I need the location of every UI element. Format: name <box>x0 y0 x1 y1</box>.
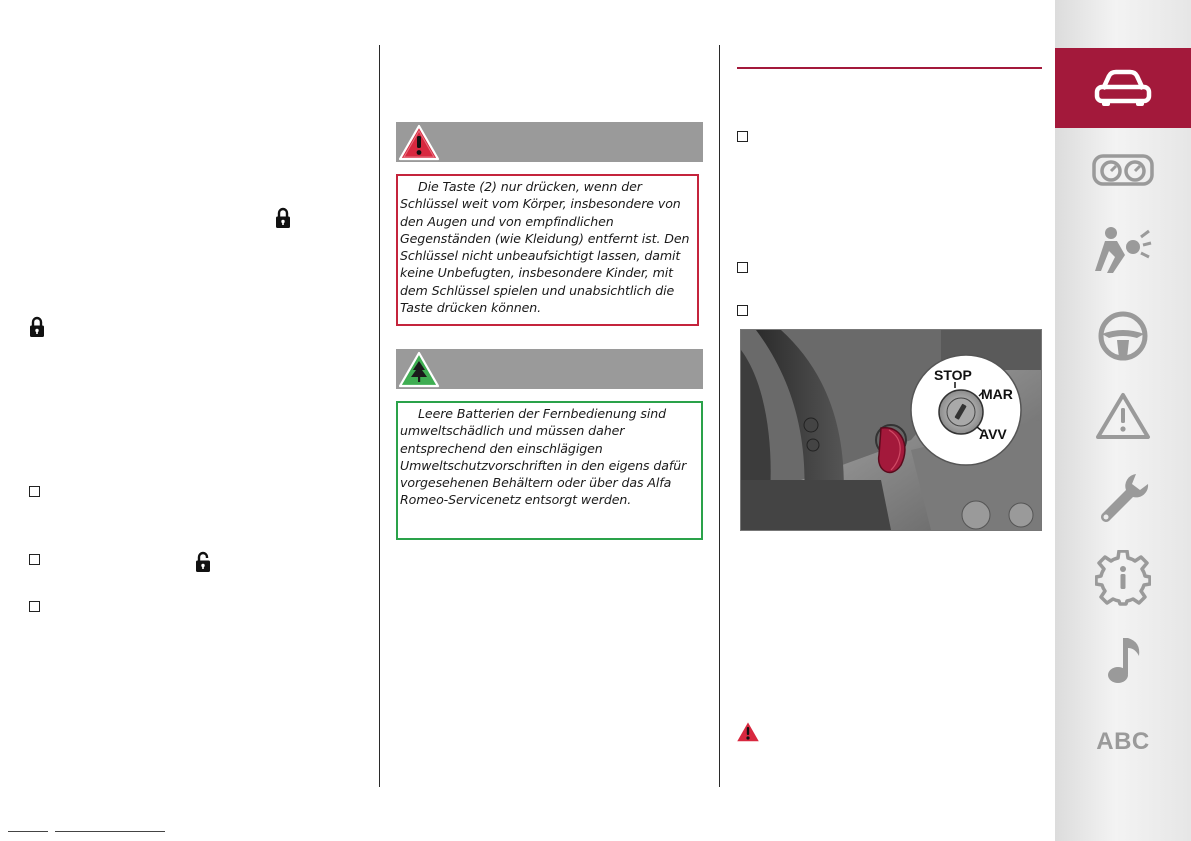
ignition-label-mar: MAR <box>981 386 1013 402</box>
section-rule <box>737 67 1042 69</box>
ignition-figure <box>740 329 1042 531</box>
wrench-icon <box>1096 470 1150 524</box>
column-divider-left <box>379 45 380 787</box>
warning-header-bar <box>396 122 703 162</box>
car-icon <box>1093 67 1153 109</box>
sidebar-item-index[interactable] <box>1055 702 1191 782</box>
airbag-icon <box>1093 225 1153 275</box>
column-divider-right <box>719 45 720 787</box>
sidebar-index-label: ABC <box>1096 728 1150 755</box>
sidebar-item-safety[interactable] <box>1055 210 1191 290</box>
sidebar-item-vehicle[interactable] <box>1055 48 1191 128</box>
warning-box <box>396 174 699 326</box>
warning-triangle-icon <box>1095 391 1151 441</box>
bullet-square <box>29 554 40 565</box>
bullet-square <box>737 262 748 273</box>
bullet-square <box>737 131 748 142</box>
bullet-square <box>737 305 748 316</box>
sidebar-item-driving[interactable] <box>1055 296 1191 376</box>
footer-rule <box>8 831 48 832</box>
environment-box <box>396 401 703 540</box>
chapter-sidebar <box>1055 0 1191 841</box>
environment-header-bar <box>396 349 703 389</box>
bullet-square <box>29 601 40 612</box>
sidebar-item-multimedia[interactable] <box>1055 620 1191 700</box>
tree-icon <box>398 351 440 389</box>
lock-open-icon <box>195 551 211 573</box>
gear-info-icon <box>1095 550 1151 606</box>
sidebar-item-instruments[interactable] <box>1055 130 1191 210</box>
instrument-cluster-icon <box>1091 150 1155 190</box>
lock-closed-icon <box>275 207 291 229</box>
ignition-label-avv: AVV <box>979 426 1007 442</box>
warning-text: Die Taste (2) nur drücken, wenn der Schlüssel weit vom Körper, insbesondere von den Augen und von empfindlichen Gegenständen (wie Kleidung) entfernt ist. Den Schlüssel nicht unbeaufsichtigt lassen, damit keine Unbefugten, insbesondere Kinder, mit dem Schlüssel spielen und unabsichtlich die Taste drücken können. <box>400 179 690 316</box>
music-note-icon <box>1101 634 1145 686</box>
lock-closed-icon <box>29 316 45 338</box>
footer-rule <box>55 831 165 832</box>
warning-triangle-icon <box>398 124 440 162</box>
bullet-square <box>29 486 40 497</box>
steering-wheel-icon <box>1097 310 1149 362</box>
sidebar-item-emergency[interactable] <box>1055 376 1191 456</box>
warning-triangle-icon <box>735 720 761 744</box>
sidebar-item-technical-data[interactable] <box>1055 538 1191 618</box>
environment-text: Leere Batterien der Fernbedienung sind umweltschädlich und müssen daher entsprechend den einschlägigen Umweltschutzvorschriften in den eigens dafür vorgesehenen Behältern oder über das Alfa Romeo-Servicenetz entsorgt werden. <box>400 406 687 508</box>
sidebar-item-maintenance[interactable] <box>1055 457 1191 537</box>
ignition-label-stop: STOP <box>934 367 972 383</box>
